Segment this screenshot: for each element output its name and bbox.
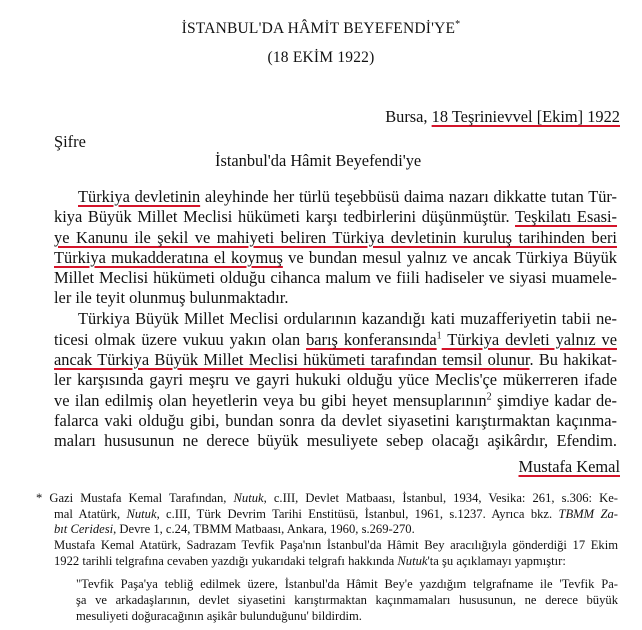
text-run: 1922 tarihli telgrafına cevaben yazdığı yukarıdaki telgrafı hakkında — [54, 554, 398, 568]
footnote-ref: 1 — [436, 330, 442, 342]
p1-line-5 — [54, 268, 617, 288]
footnote-line-5 — [54, 554, 566, 569]
p2-line-4 — [54, 370, 617, 390]
page-subtitle-date: (18 EKİM 1922) — [267, 49, 375, 66]
p2-line-2 — [54, 330, 617, 350]
underlined-phrase: ye Kanunu ile şekil ve mahiyeti beliren Türkiya devletinin kuruluş tarihinden beri — [54, 228, 617, 247]
footnote-line-4 — [54, 538, 618, 553]
footnote-line-2 — [54, 507, 618, 522]
footnote-ref: 2 — [486, 391, 492, 403]
text-run: ticesi olmak üzere vukuu yakın olan — [54, 330, 307, 349]
title-text: İSTANBUL'DA HÂMİT BEYEFENDİ'YE — [181, 20, 456, 37]
text-run: , Devre 1, c.24, TBMM Matbaası, Ankara, 1960, s.269-270. — [113, 522, 415, 536]
signature-name: Mustafa Kemal — [518, 457, 620, 476]
text-run: aleyhinde her türlü teşebbüsü daima nazarı dikkatte tutan Tür- — [200, 187, 617, 206]
text-run: mal Atatürk, — [54, 507, 127, 521]
underlined-phrase: Türkiya devletinin — [78, 187, 201, 206]
text-run: maları hususunun ne derece büyük mesuliyete sebep olacağı aşikârdır, Efendim. — [54, 431, 617, 450]
text-run: 'ta şu açıklamayı yapmıştır: — [427, 554, 566, 568]
p1-line-1 — [78, 187, 617, 207]
text-run: * Gazi Mustafa Kemal Tarafından, — [36, 491, 234, 505]
p1-line-6 — [54, 288, 288, 308]
italic-run: Nutuk — [397, 554, 428, 568]
text-run: şimdiye kadar de- — [491, 391, 617, 410]
footnote-line-1 — [36, 491, 618, 506]
text-run: . Bu hakikat- — [529, 350, 618, 369]
text-run: ve ilan edilmiş olan heyetlerin veya bu gibi heyet mensuplarının — [54, 391, 487, 410]
p2-line-1 — [78, 309, 617, 329]
quote-line-3: mesuliyeti doğuracağının aşikâr bulunduğunu' bildirdim. — [76, 609, 362, 623]
text-run: ler karşısında gayri meşru ve gayri hukuki olduğu yüce Meclis'çe mükerreren ifade — [54, 370, 617, 389]
underlined-phrase: ancak Türkiya Büyük Millet Meclisi hükümeti tarafından temsil olunur — [54, 350, 530, 369]
p1-line-4 — [54, 248, 617, 268]
text-run: Millet Meclisi hükümeti olduğu cihanca malum ve fiili hadiseler ve siyasi muamele- — [54, 268, 617, 287]
quote-line-2: şa ve arkadaşlarının, devlet siyasetini karıştırmaktan kaçınmamaları hususunun, ne derece büyük — [76, 593, 618, 607]
text-run: kiya Büyük Millet Meclisi hükümeti karşı tedbirlerini düşünmüştür. — [54, 207, 516, 226]
footnote-line-3 — [54, 522, 415, 537]
text-run: , c.III, Türk Devrim Tarihi Enstitüsü, İstanbul, 1961, s.1237. Ayrıca bkz. — [156, 507, 559, 521]
place-date — [385, 107, 620, 127]
text-run: falarca vaki olduğu gibi, bundan sonra da devlet siyasetini karıştırmaktan kaçınma- — [54, 411, 617, 430]
addressee: İstanbul'da Hâmit Beyefendi'ye — [215, 151, 422, 170]
text-run: Mustafa Kemal Atatürk, Sadrazam Tevfik Paşa'nın İstanbul'da Hâmit Bey aracılığıyla gönderdiği 17 Ekim — [54, 538, 618, 552]
quote-line-1: "Tevfik Paşa'ya tebliğ edilmek üzere, İstanbul'da Hâmit Bey'e yazdığım telgrafname ile 'Tevfik Pa- — [76, 577, 618, 591]
italic-run: Nutuk — [126, 507, 157, 521]
text-run: , c.III, Devlet Matbaası, İstanbul, 1934, Vesika: 261, s.306: Ke- — [263, 491, 618, 505]
underlined-phrase: Türkiya devleti yalnız ve — [441, 330, 617, 349]
place-date-prefix: Bursa, — [385, 107, 432, 126]
italic-run: TBMM Za- — [558, 507, 618, 521]
text-run: Türkiya Büyük Millet Meclisi ordularının kazandığı kati muzafferiyetin tabii ne- — [78, 309, 617, 328]
underlined-phrase: Teşkilatı Esasi- — [515, 207, 617, 226]
p2-line-7 — [54, 431, 617, 451]
italic-run: Nutuk — [233, 491, 264, 505]
underlined-phrase: Türkiya mukadderatına el koymuş — [54, 248, 283, 267]
p2-line-5 — [54, 391, 617, 411]
place-date-underlined: 18 Teşrinievvel [Ekim] 1922 — [431, 107, 620, 126]
text-run: ve bundan mesul yalnız ve ancak Türkiya Büyük — [282, 248, 617, 267]
p1-line-2 — [54, 207, 617, 227]
underlined-phrase: barış konferansında — [306, 330, 437, 349]
p2-line-6 — [54, 411, 617, 431]
italic-run: bıt Ceridesi — [54, 522, 114, 536]
p1-line-3 — [54, 228, 617, 248]
text-run: ler ile teyit olunmuş bulunmaktadır. — [54, 288, 289, 307]
cipher-label: Şifre — [54, 132, 86, 151]
page-title — [0, 20, 642, 38]
title-footnote-mark: * — [455, 18, 461, 30]
p2-line-3 — [54, 350, 617, 370]
signature — [519, 457, 621, 477]
